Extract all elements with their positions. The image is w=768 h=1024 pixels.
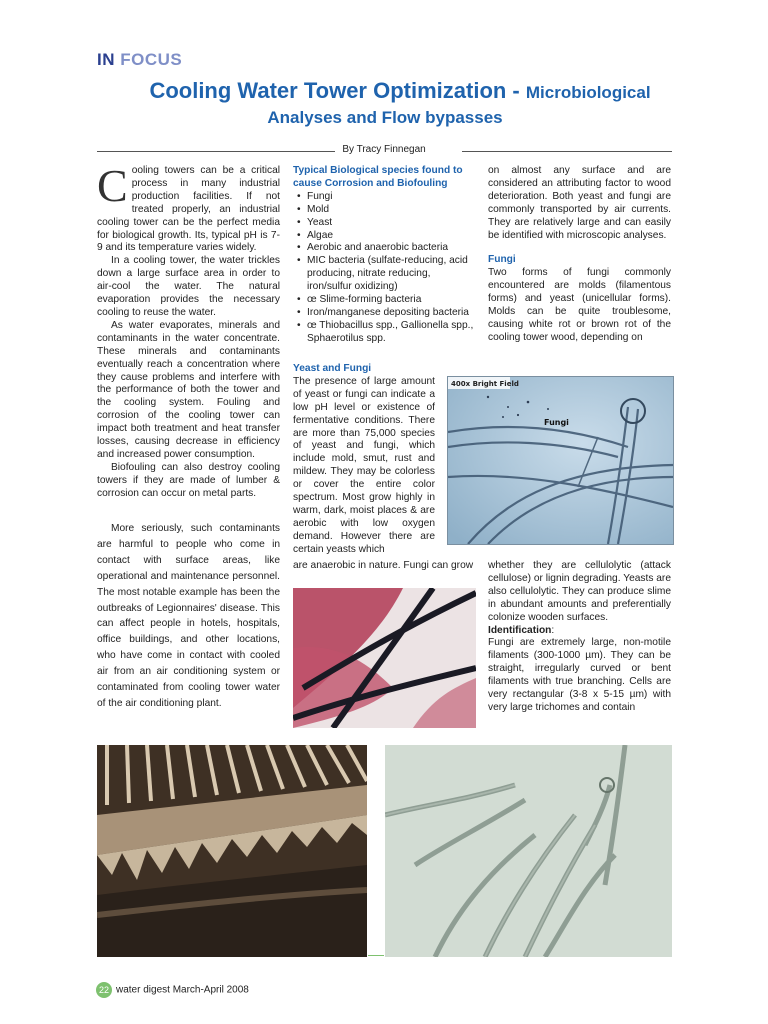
- stained-biofilm-art: [293, 588, 476, 728]
- title-tail: Microbiological: [525, 83, 651, 102]
- col1-para-3: As water evaporates, minerals and contaminants in the water concentrate. These minerals and contaminants eventually reach a concentration where they cause problems and interfere with the performance of both the tower and the cooling system. Fouling and corrosion of the cooling tower can impact both treatment and heat transfer losses, causing decrease in efficiency and increased power consumption.: [97, 319, 280, 460]
- section-kicker: [97, 50, 182, 70]
- title-main: Cooling Water Tower Optimization -: [149, 78, 526, 103]
- column-2-cont: [293, 560, 476, 573]
- yeast-para-cont: are anaerobic in nature. Fungi can grow: [293, 560, 474, 571]
- identification-heading: Identification:: [488, 624, 555, 636]
- yeast-heading: Yeast and Fungi: [293, 363, 372, 374]
- list-item: • œ Slime-forming bacteria: [293, 294, 476, 307]
- column-1-lower: [97, 521, 280, 712]
- species-list: [293, 191, 476, 346]
- footer-text: water digest March-April 2008: [116, 984, 249, 996]
- column-2: [293, 165, 476, 346]
- page-number: 22: [96, 982, 112, 998]
- list-item: • Fungi: [293, 191, 476, 204]
- list-item: • Mold: [293, 204, 476, 217]
- species-heading: Typical Biological species found to cause Corrosion and Biofouling: [293, 165, 463, 189]
- byline: By Tracy Finnegan: [342, 144, 426, 155]
- col3-para-1: on almost any surface and are considered an attributing factor to wood deterioration. Both yeast and fungi are commonly transported by air currents. They are relatively large and can easily be identified with microscopic analyses.: [488, 165, 671, 241]
- column-2-yeast: [293, 363, 435, 557]
- page-footer: [96, 982, 249, 998]
- article-title: [70, 78, 730, 104]
- fungi-heading: Fungi: [488, 254, 516, 266]
- list-item: • Iron/manganese depositing bacteria: [293, 307, 476, 320]
- article-subtitle: Analyses and Flow bypasses: [267, 108, 503, 127]
- list-item: • œ Thiobacillus spp., Gallionella spp., Sphaerotilus spp.: [293, 320, 476, 346]
- list-item: • Algae: [293, 230, 476, 243]
- col3-para-cont: whether they are cellulolytic (attack cellulose) or lignin degrading. Yeasts are also cellulolytic. They can produce slime in abundant amounts and preferentially colonize wooden surfaces.: [488, 560, 671, 623]
- cooling-tower-art: [97, 745, 367, 957]
- col1-para-2: In a cooling tower, the water trickles down a large surface area in order to air-cool the water. The natural evaporation provides the necessary cooling to reuse the water.: [97, 255, 280, 318]
- hyphae-micrograph-art: [385, 745, 672, 957]
- micro-label: 400x Bright Field: [451, 380, 519, 388]
- micro-fungi-label: Fungi: [544, 418, 569, 427]
- cooling-tower-photo: [97, 745, 367, 957]
- kicker-in: IN: [97, 50, 115, 69]
- hyphae-micrograph: [385, 745, 672, 957]
- fungi-para: Two forms of fungi commonly encountered are molds (filamentous forms) and yeast (unicellular forms). Molds can be quite troublesome, causing white rot or brown rot of the cooling tower wood, depending on: [488, 267, 671, 343]
- col1-para-5: More seriously, such contaminants are harmful to people who come in contact with surface areas, like operational and maintenance personnel. The most notable example has been the outbreaks of Legionnaires' disease. This can affect people in hotels, hospitals, office buildings, and other locations, who have come in contact with cooled air from an air conditioning system or contaminated from cooling tower water of the air conditioning plant.: [97, 523, 280, 709]
- fungi-micrograph-art: [448, 377, 673, 544]
- column-1: [97, 160, 280, 501]
- column-3-lower: [488, 560, 671, 715]
- divider-line: [368, 955, 384, 956]
- identification-para: Fungi are extremely large, non-motile filaments (300-1000 µm). They can be straight, irregularly curved or bent filaments with true branching. Cells are very rectangular (3-8 x 5-15 µm) with very large trichomes and contain: [488, 637, 671, 713]
- yeast-para: The presence of large amount of yeast or fungi can indicate a low pH level or existence of fermentative conditions. There are more than 75,000 species of yeast and fungi, which include mold, smut, rust and mildew. They may be colorless or cover the entire color spectrum. Most grow highly in warm, dark, moist places & are aerobic with low oxygen demand. However there are certain yeasts which: [293, 375, 435, 555]
- col1-para-4: Biofouling can also destroy cooling towers if they are made of lumber & corrosion can occur on metal parts.: [97, 461, 280, 499]
- column-3: [488, 165, 671, 345]
- list-item: • Yeast: [293, 217, 476, 230]
- list-item: • Aerobic and anaerobic bacteria: [293, 242, 476, 255]
- kicker-focus: FOCUS: [120, 50, 183, 69]
- list-item: • MIC bacteria (sulfate-reducing, acid producing, nitrate reducing, iron/sulfur oxidizing): [293, 255, 476, 294]
- dropcap: C: [97, 160, 128, 211]
- col1-para-1: ooling towers can be a critical process in many industrial production facilities. If not treated properly, an industrial cooling tower can be the perfect media for biological growth. Its, typical pH is 7-9 and its temperature varies widely.: [97, 165, 280, 254]
- fungi-micrograph: [447, 376, 674, 545]
- stained-biofilm-photo: [293, 588, 476, 728]
